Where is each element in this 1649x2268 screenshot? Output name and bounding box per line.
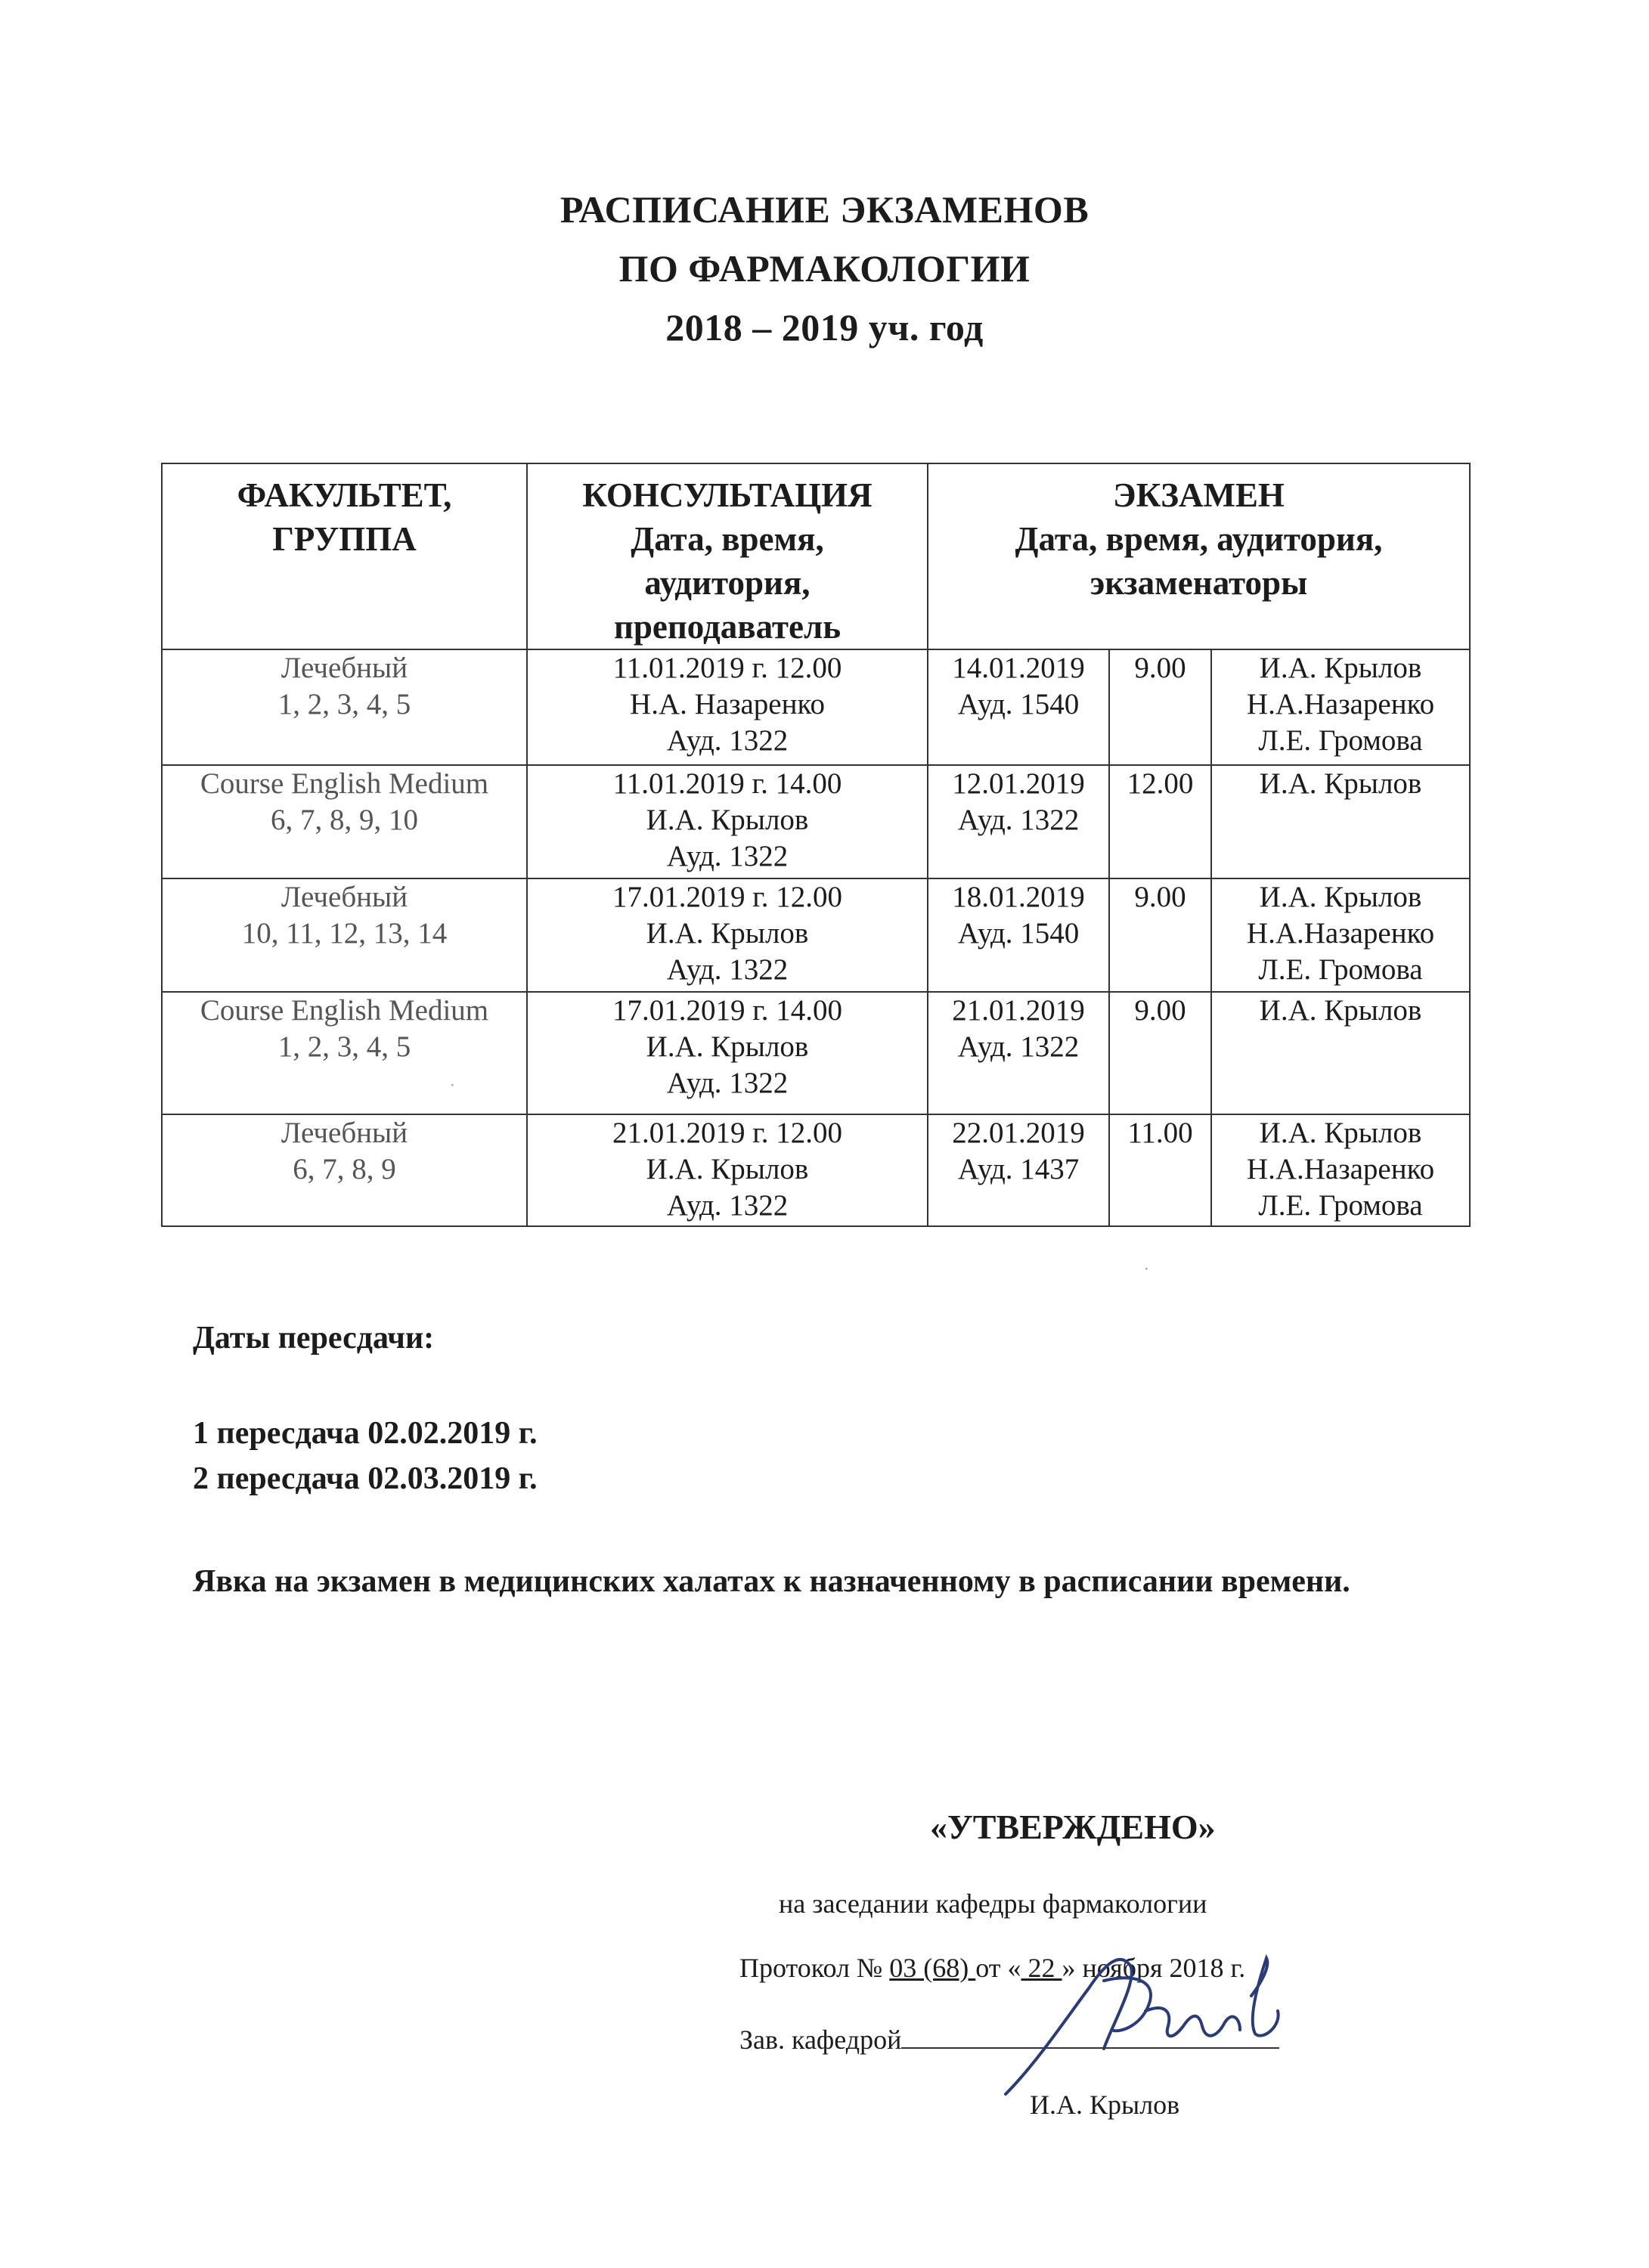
- consultation-room: Ауд. 1322: [666, 724, 789, 757]
- consultation-cell: [527, 765, 928, 878]
- examiner: Н.А.Назаренко: [1246, 917, 1435, 950]
- exam-room: Ауд. 1322: [957, 1030, 1080, 1063]
- exam-time: 12.00: [1127, 767, 1194, 800]
- consultation-cell: [527, 992, 928, 1114]
- exam-time: 11.00: [1127, 1117, 1193, 1149]
- consultation-teacher: Н.А. Назаренко: [630, 688, 825, 720]
- examiner: Н.А.Назаренко: [1246, 1153, 1435, 1185]
- scan-speck: ·: [450, 1077, 455, 1094]
- exam-date-cell: [928, 1114, 1109, 1226]
- faculty-groups: 10, 11, 12, 13, 14: [241, 917, 448, 950]
- exam-time-cell: [1109, 992, 1211, 1114]
- examiner: Л.Е. Громова: [1258, 953, 1423, 986]
- exam-time-cell: [1109, 765, 1211, 878]
- signature-icon: [990, 1935, 1308, 2102]
- consultation-teacher: И.А. Крылов: [646, 804, 809, 836]
- exam-date-cell: [928, 878, 1109, 992]
- title-line-3: 2018 – 2019 уч. год: [665, 306, 984, 349]
- exam-time: 9.00: [1134, 881, 1186, 913]
- exam-time: 9.00: [1134, 652, 1186, 684]
- consultation-room: Ауд. 1322: [666, 1067, 789, 1099]
- examiners-cell: [1211, 1114, 1470, 1226]
- examiner: И.А. Крылов: [1259, 652, 1422, 684]
- exam-date: 12.01.2019: [952, 767, 1085, 800]
- exam-time: 9.00: [1134, 994, 1186, 1027]
- examiner: И.А. Крылов: [1259, 994, 1422, 1027]
- consultation-date: 11.01.2019 г. 14.00: [612, 767, 842, 800]
- exam-room: Ауд. 1540: [957, 917, 1080, 950]
- faculty-groups: 1, 2, 3, 4, 5: [277, 688, 411, 720]
- examiner: И.А. Крылов: [1259, 1117, 1422, 1149]
- retake-first: 1 пересдача 02.02.2019 г.: [193, 1416, 538, 1451]
- exam-date-cell: [928, 649, 1109, 765]
- faculty-name: Лечебный: [281, 652, 408, 684]
- approval-meeting: на заседании кафедры фармакологии: [779, 1888, 1207, 1919]
- faculty-groups: 6, 7, 8, 9: [293, 1153, 396, 1185]
- title-line-1: РАСПИСАНИЕ ЭКЗАМЕНОВ: [559, 188, 1090, 231]
- faculty-cell: [162, 1114, 527, 1226]
- table-row: [162, 765, 1470, 878]
- exam-room: Ауд. 1437: [957, 1153, 1080, 1185]
- exam-room: Ауд. 1322: [957, 804, 1080, 836]
- examiner: Л.Е. Громова: [1258, 724, 1423, 757]
- faculty-groups: 6, 7, 8, 9, 10: [271, 804, 418, 836]
- header-exam: ЭКЗАМЕН Дата, время, аудитория, экзаменаторы: [928, 463, 1470, 649]
- examiners-cell: [1211, 765, 1470, 878]
- faculty-cell: [162, 992, 527, 1114]
- table-row: [162, 878, 1470, 992]
- head-of-department: Зав. кафедрой: [739, 2024, 1279, 2056]
- table-row: [162, 992, 1470, 1114]
- approved-stamp: «УТВЕРЖДЕНО»: [930, 1808, 1216, 1846]
- examiners-cell: [1211, 649, 1470, 765]
- exam-date: 22.01.2019: [952, 1117, 1085, 1149]
- consultation-date: 21.01.2019 г. 12.00: [612, 1117, 843, 1149]
- scan-speck: ·: [1144, 1261, 1149, 1278]
- faculty-name: Лечебный: [281, 1117, 408, 1149]
- table-header-row: [162, 463, 1470, 649]
- examiner: И.А. Крылов: [1259, 881, 1422, 913]
- attendance-note: Явка на экзамен в медицинских халатах к назначенному в расписании времени.: [193, 1564, 1350, 1599]
- faculty-cell: [162, 878, 527, 992]
- exam-time-cell: [1109, 878, 1211, 992]
- consultation-room: Ауд. 1322: [666, 840, 789, 872]
- page-title: [0, 180, 1649, 357]
- exam-date: 18.01.2019: [952, 881, 1085, 913]
- retake-second: 2 пересдача 02.03.2019 г.: [193, 1461, 538, 1496]
- exam-date-cell: [928, 765, 1109, 878]
- retake-dates-title: Даты пересдачи:: [193, 1321, 435, 1356]
- consultation-date: 17.01.2019 г. 14.00: [612, 994, 843, 1027]
- approval-protocol: Протокол № 03 (68) от « 22 » ноября 2018 г.: [739, 1953, 1246, 1983]
- consultation-teacher: И.А. Крылов: [646, 1030, 809, 1063]
- exam-time-cell: [1109, 649, 1211, 765]
- consultation-date: 17.01.2019 г. 12.00: [612, 881, 843, 913]
- exam-date: 21.01.2019: [952, 994, 1085, 1027]
- exam-date-cell: [928, 992, 1109, 1114]
- consultation-cell: [527, 649, 928, 765]
- header-consultation: КОНСУЛЬТАЦИЯ Дата, время, аудитория, преподаватель: [527, 463, 928, 649]
- consultation-date: 11.01.2019 г. 12.00: [612, 652, 842, 684]
- faculty-cell: [162, 765, 527, 878]
- exam-room: Ауд. 1540: [957, 688, 1080, 720]
- examiner: Н.А.Назаренко: [1246, 688, 1435, 720]
- head-name: И.А. Крылов: [1030, 2090, 1180, 2120]
- faculty-name: Course English Medium: [200, 994, 489, 1027]
- consultation-teacher: И.А. Крылов: [646, 1153, 809, 1185]
- examiner: Л.Е. Громова: [1258, 1189, 1423, 1222]
- table-row: [162, 649, 1470, 765]
- faculty-groups: 1, 2, 3, 4, 5: [277, 1030, 411, 1063]
- faculty-name: Лечебный: [281, 881, 408, 913]
- consultation-room: Ауд. 1322: [666, 1189, 789, 1222]
- exam-schedule-table: [161, 463, 1471, 1227]
- header-faculty: ФАКУЛЬТЕТ, ГРУППА: [162, 463, 527, 649]
- exam-time-cell: [1109, 1114, 1211, 1226]
- examiners-cell: [1211, 992, 1470, 1114]
- consultation-room: Ауд. 1322: [666, 953, 789, 986]
- faculty-name: Course English Medium: [200, 767, 489, 800]
- consultation-cell: [527, 878, 928, 992]
- examiners-cell: [1211, 878, 1470, 992]
- faculty-cell: [162, 649, 527, 765]
- table-row: [162, 1114, 1470, 1226]
- title-line-2: ПО ФАРМАКОЛОГИИ: [618, 247, 1031, 290]
- examiner: И.А. Крылов: [1259, 767, 1422, 800]
- consultation-teacher: И.А. Крылов: [646, 917, 809, 950]
- consultation-cell: [527, 1114, 928, 1226]
- exam-date: 14.01.2019: [952, 652, 1085, 684]
